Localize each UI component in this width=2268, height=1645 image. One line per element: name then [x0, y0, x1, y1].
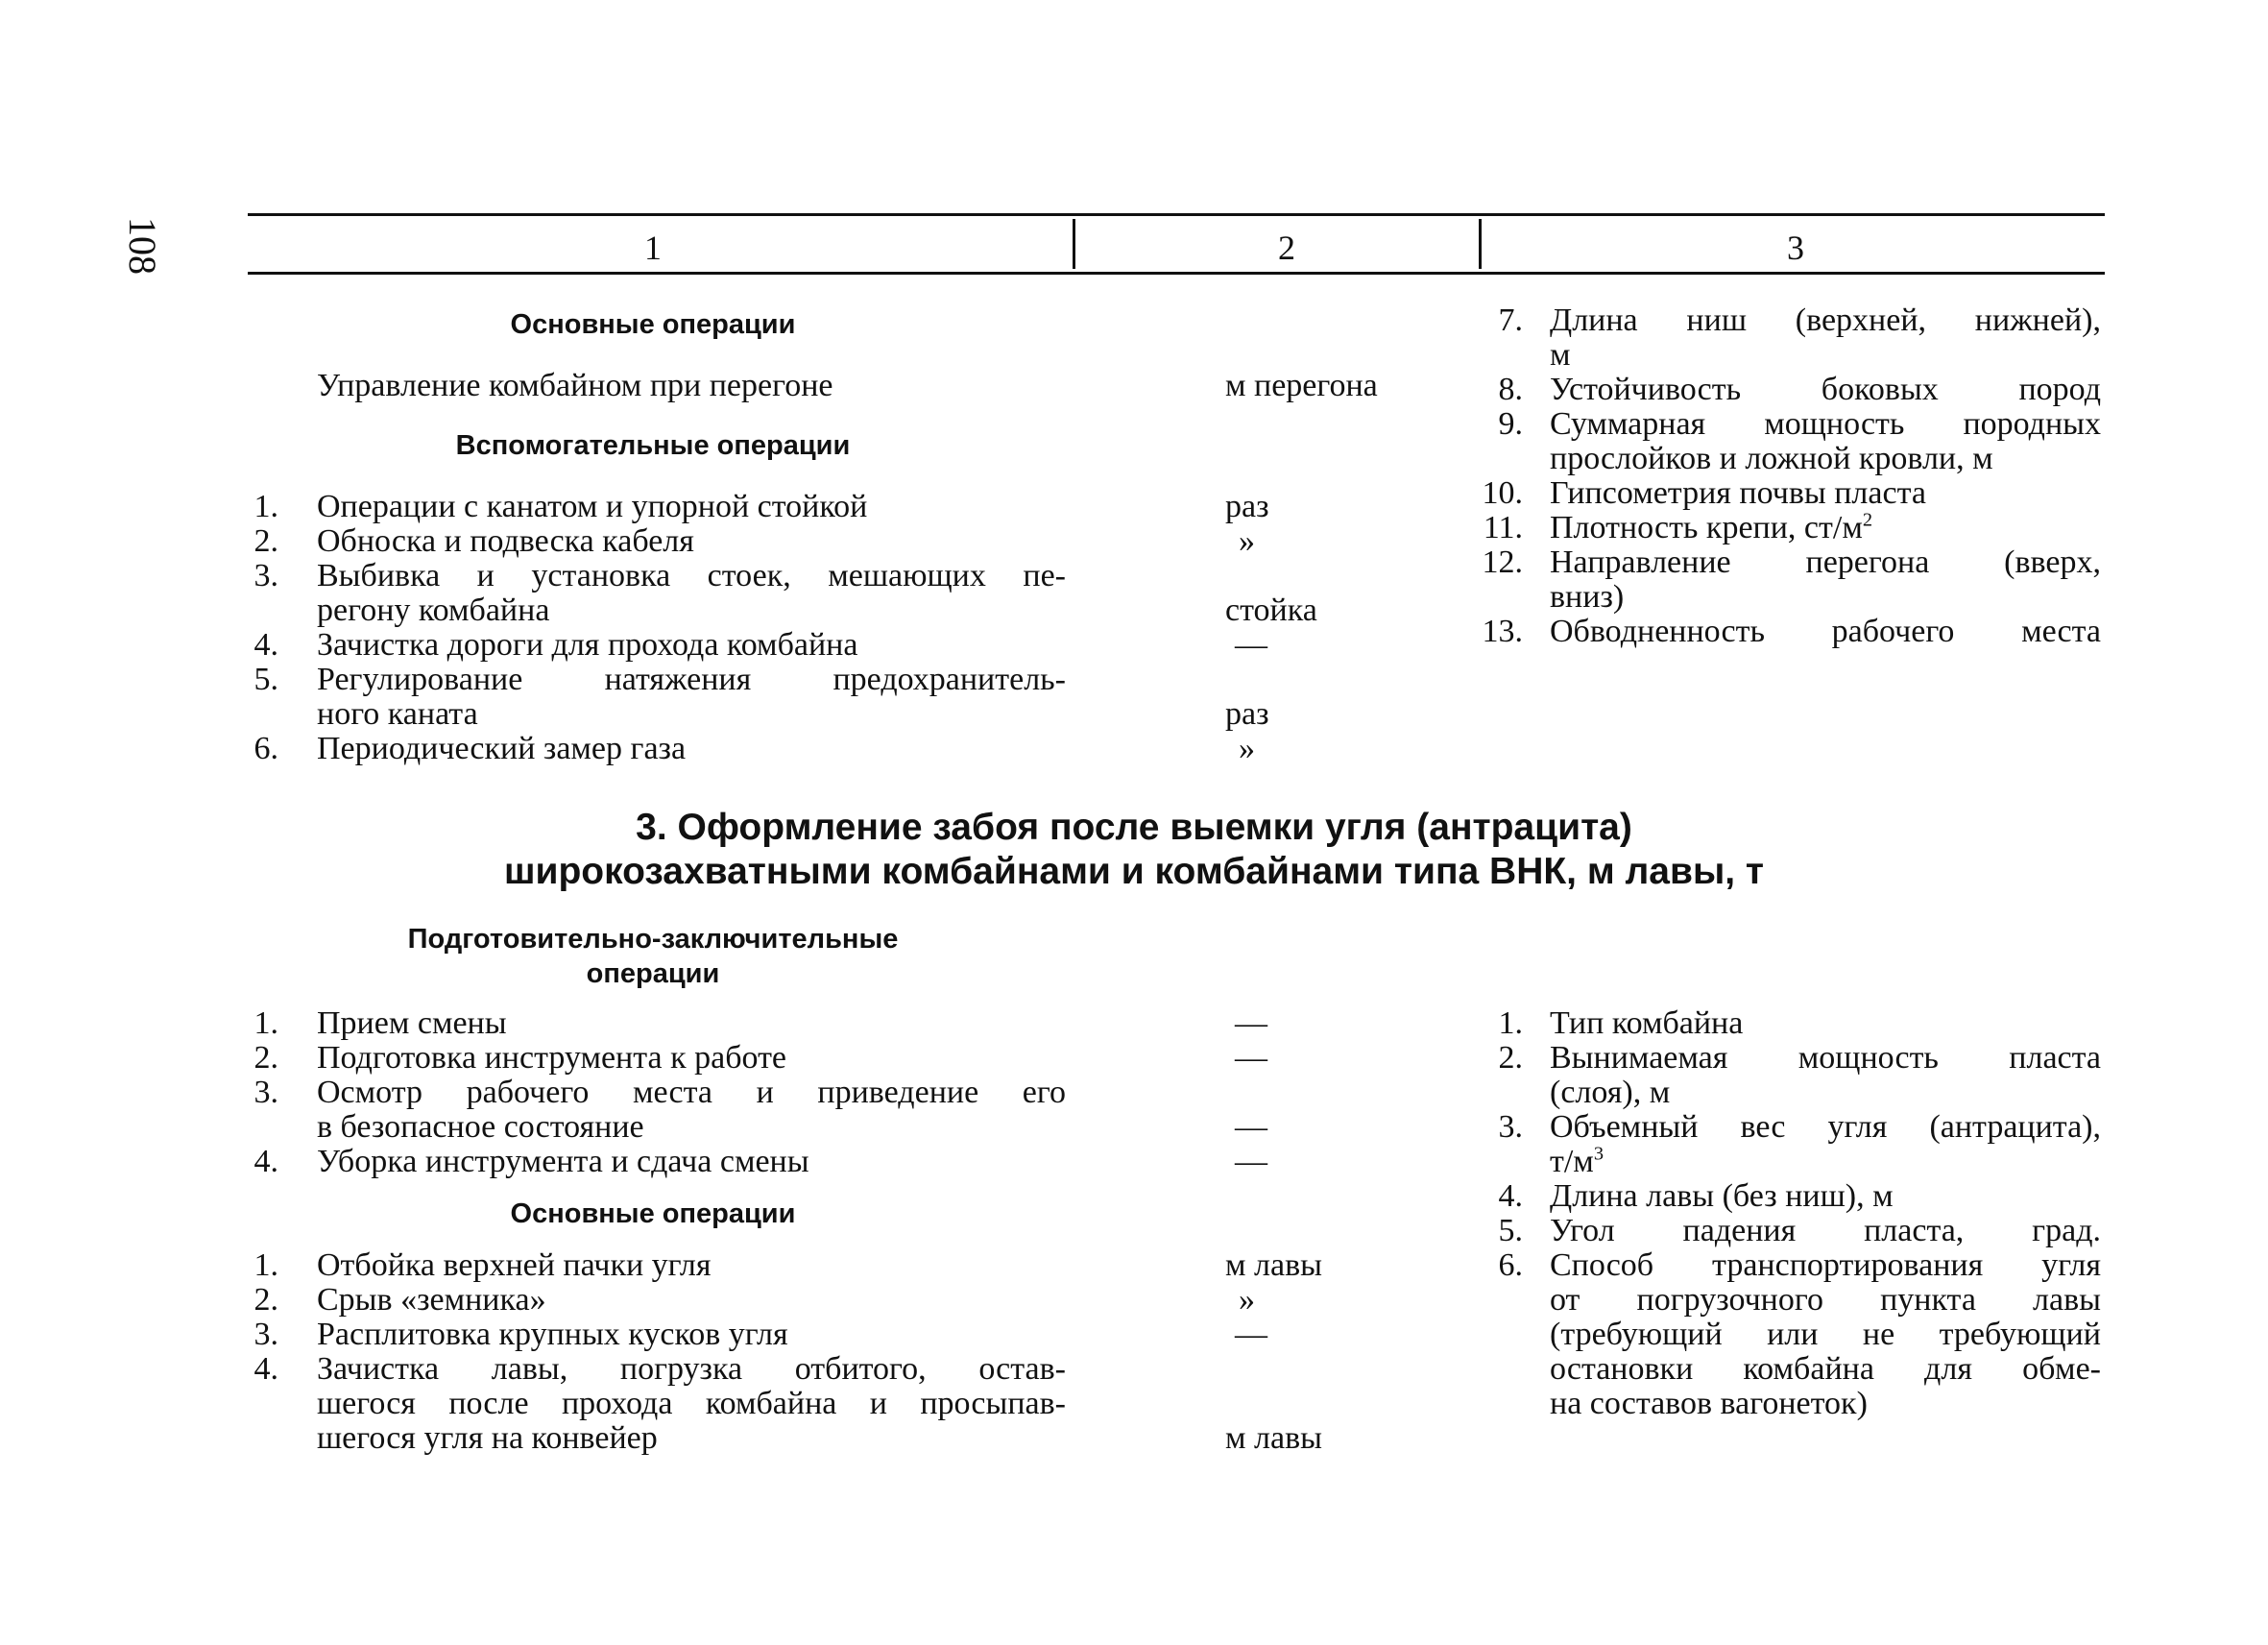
factor-text-line: [1550, 1145, 1604, 1179]
item-unit: —: [1235, 1144, 1267, 1179]
item-text-line: Отбойка верхней пачки угля: [317, 1247, 712, 1283]
item-number: 4.: [253, 1144, 278, 1179]
header-top-rule: [248, 213, 2105, 216]
factor-text-line: Устойчивость боковых пород: [1550, 372, 2101, 407]
factor-text-line: от погрузочного пункта лавы: [1550, 1282, 2101, 1318]
item-text-line: Уборка инструмента и сдача смены: [317, 1144, 809, 1179]
factor-text-line: вниз): [1550, 579, 1625, 615]
factor-text-line: Длина ниш (верхней, нижней),: [1550, 302, 2101, 338]
item-text-line: регону комбайна: [317, 593, 550, 628]
item-unit: м лавы: [1225, 1420, 1322, 1456]
superscript: 3: [1593, 1143, 1604, 1165]
factor-text-line: Объемный вес угля (антрацита),: [1550, 1109, 2101, 1145]
factor-number: 6.: [1498, 1247, 1523, 1283]
factor-text-line: Обводненность рабочего места: [1550, 614, 2101, 649]
factor-text-line: на составов вагонеток): [1550, 1386, 1868, 1421]
item-unit: раз: [1225, 489, 1269, 524]
factor-number: 11.: [1483, 510, 1523, 545]
item-unit: »: [1239, 731, 1255, 766]
item-text-line: Регулирование натяжения предохранитель-: [317, 662, 1066, 697]
factor-text-line: (слоя), м: [1550, 1075, 1671, 1110]
factor-text-line: прослойков и ложной кровли, м: [1550, 441, 1993, 476]
factor-text: т/м: [1550, 1144, 1594, 1179]
item-number: 3.: [253, 1075, 278, 1110]
factor-number: 8.: [1498, 372, 1523, 407]
header-bottom-rule: [248, 272, 2105, 275]
main-item-text: Управление комбайном при перегоне: [317, 368, 833, 403]
item-number: 3.: [253, 558, 278, 593]
factor-number: 4.: [1498, 1178, 1523, 1214]
heading-prep-line-1: Подготовительно-заключительные: [407, 924, 899, 955]
factor-number: 2.: [1498, 1040, 1523, 1076]
item-text-line: Расплитовка крупных кусков угля: [317, 1317, 788, 1352]
item-unit: —: [1235, 627, 1267, 663]
factor-number: 3.: [1498, 1109, 1523, 1145]
item-number: 1.: [253, 489, 278, 524]
factor-text-line: остановки комбайна для обме-: [1550, 1351, 2101, 1387]
factor-text-line: [1550, 511, 1872, 545]
item-text-line: Прием смены: [317, 1005, 507, 1041]
factor-number: 9.: [1498, 406, 1523, 442]
heading-section-main-operations: Основные операции: [510, 1198, 796, 1229]
item-number: 1.: [253, 1247, 278, 1283]
superscript: 2: [1862, 509, 1873, 531]
item-text-line: Периодический замер газа: [317, 731, 687, 766]
item-text-line: Выбивка и установка стоек, мешающих пе-: [317, 558, 1066, 593]
item-unit: »: [1239, 1282, 1255, 1318]
factor-text: Плотность крепи, ст/м: [1550, 510, 1863, 545]
factor-text-line: Гипсометрия почвы пласта: [1550, 475, 1926, 511]
section-title-line-2: широкозахватными комбайнами и комбайнами типа ВНК, м лавы, т: [503, 851, 1765, 892]
item-number: 6.: [253, 731, 278, 766]
factor-number: 13.: [1482, 614, 1523, 649]
item-number: 4.: [253, 627, 278, 663]
item-text-line: в безопасное состояние: [317, 1109, 644, 1145]
header-divider-1: [1073, 219, 1075, 269]
main-item-unit: м перегона: [1225, 368, 1378, 403]
factor-text-line: Угол падения пласта, град.: [1550, 1213, 2101, 1248]
item-number: 3.: [253, 1317, 278, 1352]
item-unit: »: [1239, 523, 1255, 559]
item-text-line: Обноска и подвеска кабеля: [317, 523, 694, 559]
factor-text-line: Суммарная мощность породных: [1550, 406, 2101, 442]
factor-number: 5.: [1498, 1213, 1523, 1248]
column-header-3: 3: [1787, 229, 1804, 267]
factor-text-line: м: [1550, 337, 1571, 373]
item-unit: м лавы: [1225, 1247, 1322, 1283]
item-unit: —: [1235, 1005, 1267, 1041]
factor-number: 12.: [1482, 544, 1523, 580]
item-number: 4.: [253, 1351, 278, 1387]
factor-text-line: (требующий или не требующий: [1550, 1317, 2101, 1352]
item-unit: —: [1235, 1109, 1267, 1145]
factor-number: 1.: [1498, 1005, 1523, 1041]
factor-text-line: Вынимаемая мощность пласта: [1550, 1040, 2101, 1076]
item-text-line: Операции с канатом и упорной стойкой: [317, 489, 868, 524]
item-text-line: ного каната: [317, 696, 478, 732]
heading-aux-operations: Вспомогательные операции: [455, 430, 851, 461]
heading-main-operations: Основные операции: [510, 309, 796, 340]
item-unit: раз: [1225, 696, 1269, 732]
item-number: 2.: [253, 1040, 278, 1076]
item-number: 5.: [253, 662, 278, 697]
item-text-line: Зачистка дороги для прохода комбайна: [317, 627, 858, 663]
item-unit: —: [1235, 1040, 1267, 1076]
factor-number: 7.: [1498, 302, 1523, 338]
item-text-line: Зачистка лавы, погрузка отбитого, остав-: [317, 1351, 1066, 1387]
item-text-line: шегося после прохода комбайна и просыпав-: [317, 1386, 1066, 1421]
factor-number: 10.: [1482, 475, 1523, 511]
item-number: 2.: [253, 523, 278, 559]
item-text-line: шегося угля на конвейер: [317, 1420, 658, 1456]
factor-text-line: Длина лавы (без ниш), м: [1550, 1178, 1894, 1214]
item-number: 1.: [253, 1005, 278, 1041]
factor-text-line: Способ транспортирования угля: [1550, 1247, 2101, 1283]
column-header-1: 1: [644, 229, 662, 267]
item-number: 2.: [253, 1282, 278, 1318]
page-number: 108: [121, 217, 164, 275]
item-text-line: Осмотр рабочего места и приведение его: [317, 1075, 1066, 1110]
item-text-line: Подготовка инструмента к работе: [317, 1040, 787, 1076]
factor-text-line: Направление перегона (вверх,: [1550, 544, 2101, 580]
item-text-line: Срыв «земника»: [317, 1282, 546, 1318]
factor-text-line: Тип комбайна: [1550, 1005, 1744, 1041]
item-unit: стойка: [1225, 593, 1317, 628]
column-header-2: 2: [1278, 229, 1295, 267]
item-unit: —: [1235, 1317, 1267, 1352]
header-divider-2: [1479, 219, 1482, 269]
section-title-line-1: 3. Оформление забоя после выемки угля (антрацита): [636, 807, 1632, 848]
heading-prep-line-2: операции: [586, 958, 720, 989]
